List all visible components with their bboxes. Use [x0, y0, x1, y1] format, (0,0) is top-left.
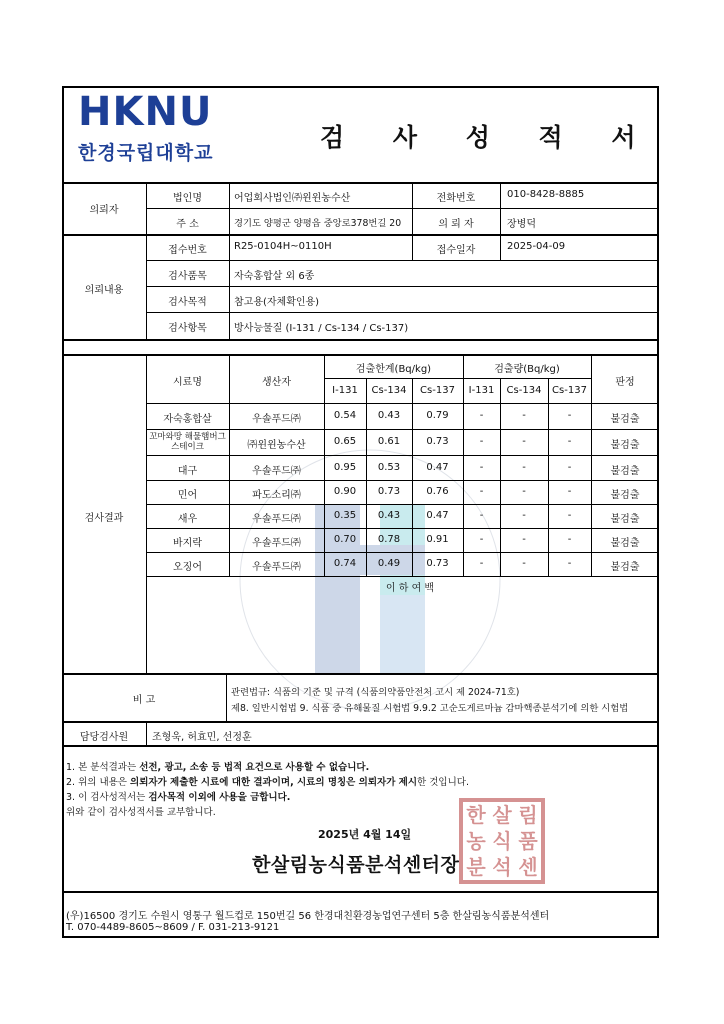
- receipt-date-value: 2025-04-09: [507, 241, 566, 252]
- divider: [62, 721, 659, 723]
- table-cell-l2: 0.61: [377, 436, 401, 447]
- phone-value: 010-8428-8885: [507, 189, 585, 200]
- table-cell-judge: 불검출: [610, 562, 640, 573]
- divider: [146, 208, 659, 209]
- table-cell-l3: 0.47: [426, 462, 449, 473]
- table-cell-judge: 불검출: [610, 466, 640, 477]
- col-producer: 생산자: [262, 377, 291, 388]
- receipt-no-value: R25-0104H~0110H: [234, 241, 332, 252]
- table-cell-producer: 우솔푸드㈜: [252, 414, 301, 425]
- center-director-name: 한살림농식품분석센터장: [252, 854, 460, 876]
- col-sample-name: 시료명: [173, 377, 202, 388]
- table-cell-name: 바지락: [173, 538, 202, 549]
- divider: [500, 182, 501, 234]
- footer-contact: T. 070-4489-8605~8609 / F. 031-213-9121: [66, 922, 280, 933]
- table-cell-a2: -: [522, 534, 526, 545]
- table-cell-l2: 0.78: [377, 534, 401, 545]
- document-title: 검 사 성 적 서: [320, 123, 656, 152]
- table-cell-a2: -: [522, 486, 526, 497]
- isotope-header: Cs-137: [552, 385, 587, 396]
- divider: [500, 234, 501, 260]
- test-item-label: 검사품목: [168, 271, 207, 282]
- divider: [412, 378, 413, 576]
- isotope-header: Cs-137: [420, 385, 455, 396]
- table-cell-a1: -: [479, 534, 484, 545]
- table-cell-a1: -: [479, 462, 484, 473]
- col-detected-amount: 검출량(Bq/kg): [494, 364, 560, 375]
- table-cell-a1: -: [479, 436, 484, 447]
- table-cell-a1: -: [479, 558, 484, 569]
- corp-name-value: 어업회사법인㈜윈윈농수산: [234, 193, 351, 204]
- table-cell-judge: 불검출: [610, 414, 640, 425]
- isotope-header: I-131: [468, 385, 495, 396]
- address-value: 경기도 양평군 양평읍 중앙로378번길 20: [234, 218, 402, 229]
- table-cell-judge: 불검출: [610, 440, 640, 451]
- logo-english: HKNU: [78, 89, 213, 135]
- isotope-header: I-131: [332, 385, 358, 396]
- table-cell-l1: 0.90: [333, 486, 357, 497]
- divider: [62, 745, 659, 747]
- divider: [146, 576, 659, 577]
- table-cell-a1: -: [479, 410, 484, 421]
- divider: [146, 182, 147, 339]
- isotope-header: Cs-134: [506, 385, 542, 396]
- table-cell-a1: -: [479, 486, 484, 497]
- table-cell-a2: -: [522, 462, 526, 473]
- divider: [146, 260, 659, 261]
- divider: [146, 480, 659, 481]
- table-cell-l1: 0.70: [333, 534, 357, 545]
- remarks-line-1: 관련법규: 식품의 기준 및 규격 (식품의약품안전처 고시 제 2024-71호): [231, 687, 520, 698]
- table-cell-a3: -: [567, 410, 572, 421]
- divider: [62, 234, 659, 236]
- table-cell-a3: -: [567, 462, 572, 473]
- table-cell-a3: -: [567, 486, 572, 497]
- table-cell-producer: 우솔푸드㈜: [252, 466, 301, 477]
- divider: [146, 504, 659, 505]
- test-purpose-value: 참고용(자체확인용): [234, 297, 320, 308]
- test-purpose-label: 검사목적: [168, 297, 207, 308]
- official-seal: 한 살 림 농 식 품 분 석 센: [459, 798, 545, 884]
- test-category-label: 검사항목: [168, 323, 207, 334]
- inspectors-label: 담당검사원: [79, 732, 129, 743]
- corp-name-label: 법인명: [173, 193, 202, 204]
- table-cell-a3: -: [567, 534, 572, 545]
- table-cell-l3: 0.73: [426, 558, 449, 569]
- table-cell-l1: 0.95: [333, 462, 357, 473]
- results-section-label: 검사결과: [84, 513, 124, 524]
- table-cell-a2: -: [522, 436, 526, 447]
- table-cell-l1: 0.65: [333, 436, 357, 447]
- table-cell-l3: 0.76: [426, 486, 449, 497]
- note-4: 위와 같이 검사성적서를 교부합니다.: [66, 807, 216, 818]
- table-cell-a3: -: [567, 558, 572, 569]
- table-cell-l2: 0.43: [377, 410, 401, 421]
- university-logo: [78, 89, 214, 165]
- table-cell-judge: 불검출: [610, 514, 640, 525]
- table-cell-l2: 0.49: [377, 558, 401, 569]
- table-cell-l3: 0.79: [426, 410, 449, 421]
- divider: [62, 182, 659, 184]
- table-cell-judge: 불검출: [610, 538, 640, 549]
- footer-address: (우)16500 경기도 수원시 영통구 월드컵로 150번길 56 한경대친환경농업연구센터 5층 한살림농식품분석센터: [66, 911, 550, 922]
- divider: [229, 182, 230, 339]
- table-cell-l1: 0.74: [333, 558, 357, 569]
- requester-section-label: 의뢰자: [89, 205, 119, 216]
- table-cell-name: 민어: [177, 490, 198, 501]
- note-3: 3. 이 검사성적서는 검사목적 이외에 사용을 금합니다.: [66, 792, 291, 803]
- receipt-no-label: 접수번호: [168, 245, 207, 256]
- table-cell-l1: 0.35: [333, 510, 357, 521]
- table-cell-a3: -: [567, 436, 572, 447]
- test-category-value: 방사능물질 (I-131 / Cs-134 / Cs-137): [234, 323, 409, 334]
- table-cell-a2: -: [522, 410, 526, 421]
- divider: [146, 721, 147, 745]
- issue-date: 2025년 4월 14일: [318, 828, 412, 841]
- table-cell-l2: 0.73: [377, 486, 401, 497]
- divider: [62, 354, 659, 356]
- note-1: 1. 본 분석결과는 선전, 광고, 소송 등 법적 요건으로 사용할 수 없습니다.: [66, 762, 370, 773]
- table-cell-l3: 0.47: [426, 510, 449, 521]
- table-cell-l2: 0.53: [377, 462, 401, 473]
- table-cell-name: 꼬마와땅 해물햄버그 스테이크: [149, 432, 226, 452]
- divider: [62, 891, 659, 893]
- table-cell-producer: 우솔푸드㈜: [252, 538, 301, 549]
- address-label: 주 소: [176, 219, 199, 230]
- request-section-label: 의뢰내용: [84, 285, 124, 296]
- table-cell-a1: -: [479, 510, 484, 521]
- requester-person-value: 장병덕: [507, 219, 536, 230]
- table-cell-l2: 0.43: [377, 510, 401, 521]
- table-cell-l1: 0.54: [333, 410, 357, 421]
- end-of-list-text: 이 하 여 백: [385, 583, 435, 594]
- divider: [146, 403, 659, 404]
- table-cell-name: 자숙홍합살: [163, 414, 212, 425]
- divider: [500, 378, 501, 576]
- divider: [62, 339, 659, 341]
- table-cell-a2: -: [522, 558, 526, 569]
- table-cell-producer: 우솔푸드㈜: [252, 562, 301, 573]
- logo-korean: 한경국립대학교: [78, 142, 214, 164]
- divider: [548, 378, 549, 576]
- table-cell-a2: -: [522, 510, 526, 521]
- remarks-label: 비 고: [132, 695, 156, 706]
- table-cell-producer: 우솔푸드㈜: [252, 514, 301, 525]
- divider: [146, 429, 659, 430]
- table-cell-a3: -: [567, 510, 572, 521]
- table-cell-producer: ㈜윈윈농수산: [247, 440, 306, 451]
- table-cell-name: 오징어: [173, 562, 202, 573]
- divider: [146, 312, 659, 313]
- table-cell-name: 대구: [177, 466, 198, 477]
- remarks-line-2: 제8. 일반시험법 9. 식품 중 유해물질 시험법 9.9.2 고순도게르마늄 감마핵종분석기에 의한 시험법: [231, 703, 629, 714]
- table-cell-name: 새우: [177, 514, 198, 525]
- receipt-date-label: 접수일자: [436, 245, 476, 256]
- table-cell-l3: 0.91: [426, 534, 449, 545]
- divider: [226, 673, 227, 721]
- divider: [146, 455, 659, 456]
- divider: [366, 378, 367, 576]
- table-cell-judge: 불검출: [610, 490, 640, 501]
- table-cell-producer: 파도소리㈜: [252, 490, 301, 501]
- divider: [62, 673, 659, 675]
- col-judgement: 판정: [615, 377, 635, 388]
- isotope-header: Cs-134: [371, 385, 407, 396]
- inspectors-value: 조형욱, 허효민, 선정훈: [152, 732, 252, 743]
- divider: [324, 378, 591, 379]
- divider: [146, 528, 659, 529]
- divider: [146, 552, 659, 553]
- divider: [146, 286, 659, 287]
- col-detection-limit: 검출한계(Bq/kg): [355, 364, 432, 375]
- table-cell-l3: 0.73: [426, 436, 449, 447]
- requester-person-label: 의 뢰 자: [438, 219, 474, 230]
- note-2: 2. 위의 내용은 의뢰자가 제출한 시료에 대한 결과이며, 시료의 명칭은 의뢰자가 제시한 것입니다.: [66, 777, 469, 788]
- test-item-value: 자숙홍합살 외 6종: [234, 271, 315, 282]
- phone-label: 전화번호: [436, 193, 476, 204]
